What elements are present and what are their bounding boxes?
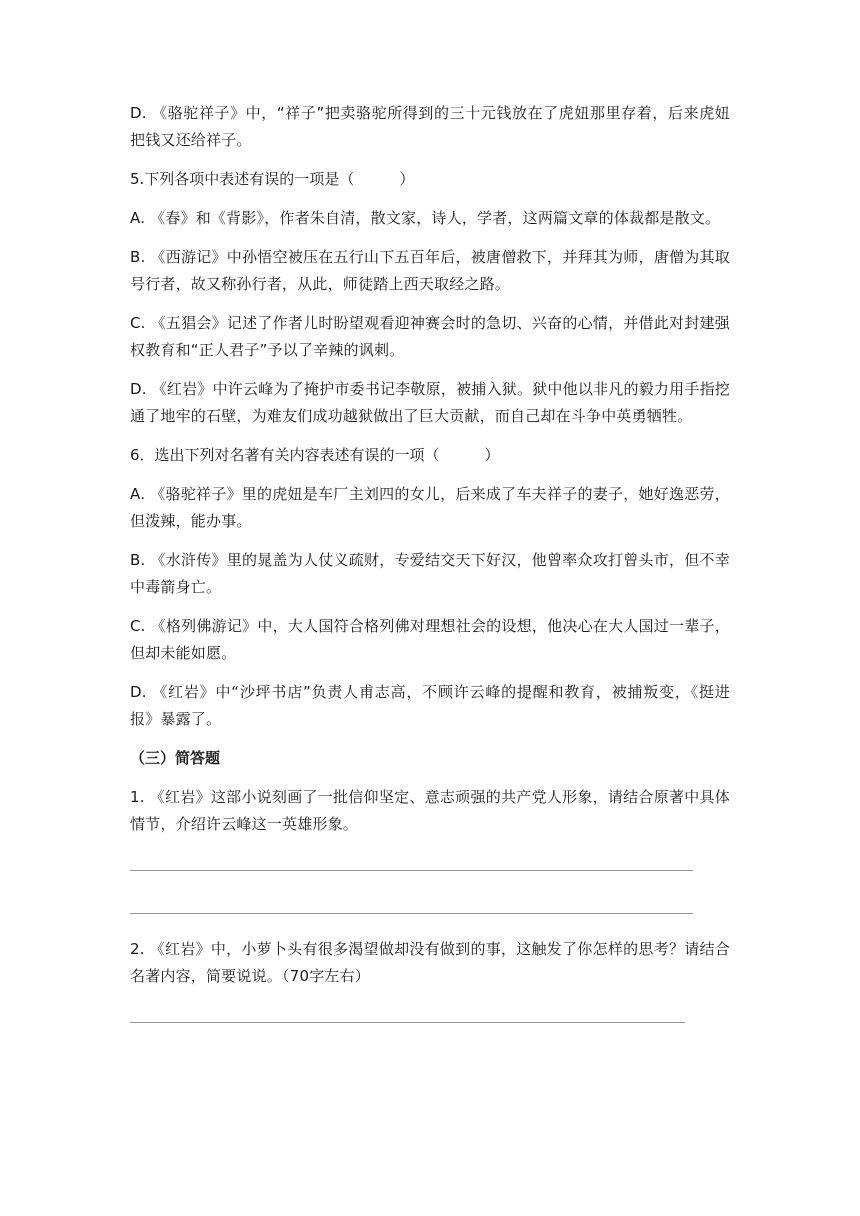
- option-a-q6: A. 《骆驼祥子》里的虎妞是车厂主刘四的女儿，后来成了车夫祥子的妻子，她好逸恶劳，但泼辣，能办事。: [130, 485, 730, 530]
- option-b-q5: B. 《西游记》中孙悟空被压在五行山下五百年后，被唐僧救下，并拜其为师，唐僧为其取号行者，故又称孙行者，从此，师徒踏上西天取经之路。: [130, 248, 730, 293]
- question-6: 6．选出下列对名著有关内容表述有误的一项（ ）: [130, 446, 500, 464]
- short-answer-question-1: 1. 《红岩》这部小说刻画了一批信仰坚定、意志顽强的共产党人形象，请结合原著中具体情节，介绍许云峰这一英雄形象。: [130, 788, 730, 833]
- option-a-q5: A. 《春》和《背影》，作者朱自清，散文家，诗人，学者，这两篇文章的体裁都是散文。: [130, 209, 721, 227]
- option-d-q4: D. 《骆驼祥子》中，“祥子”把卖骆驼所得到的三十元钱放在了虎妞那里存着，后来虎妞把钱又还给祥子。: [130, 104, 730, 149]
- option-c-q5: C. 《五猖会》记述了作者儿时盼望观看迎神赛会时的急切、兴奋的心情，并借此对封建强权教育和“正人君子”予以了辛辣的讽刺。: [130, 314, 730, 359]
- section-title: （三）简答题: [130, 749, 221, 767]
- option-d-q6: D. 《红岩》中“沙坪书店”负责人甫志高，不顾许云峰的提醒和教育，被捕叛变，《挺进报》暴露了。: [130, 683, 730, 728]
- option-b-q6: B. 《水浒传》里的晁盖为人仗义疏财，专爱结交天下好汉，他曾率众攻打曾头市，但不幸中毒箭身亡。: [130, 551, 730, 596]
- question-5: 5.下列各项中表述有误的一项是（ ）: [130, 170, 415, 188]
- option-c-q6: C. 《格列佛游记》中，大人国符合格列佛对理想社会的设想，他决心在大人国过一辈子，但却未能如愿。: [130, 617, 730, 662]
- document-page: [130, 100, 730, 1023]
- answer-line[interactable]: [130, 1022, 685, 1023]
- short-answer-question-2: 2. 《红岩》中，小萝卜头有很多渴望做却没有做到的事，这触发了你怎样的思考？请结合名著内容，简要说说。（70字左右）: [130, 940, 730, 985]
- option-d-q5: D. 《红岩》中许云峰为了掩护市委书记李敬原，被捕入狱。狱中他以非凡的毅力用手指挖通了地牢的石壁，为难友们成功越狱做出了巨大贡献，而自己却在斗争中英勇牺牲。: [130, 380, 730, 425]
